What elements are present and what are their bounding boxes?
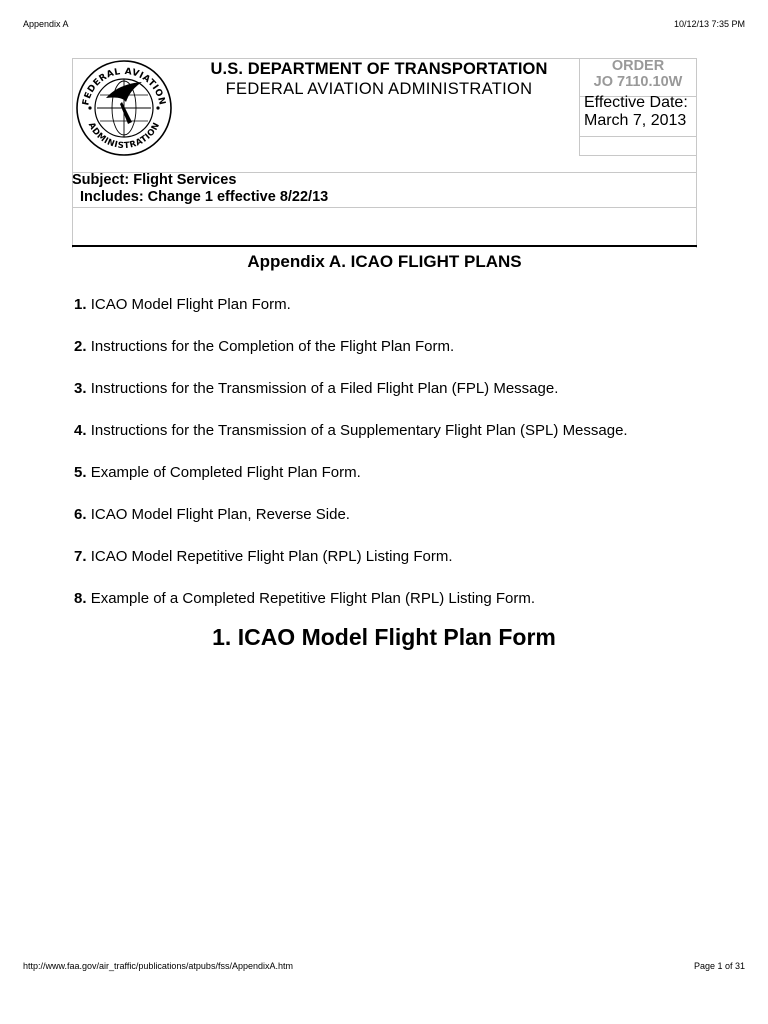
order-box (579, 58, 697, 156)
toc-list (74, 296, 734, 632)
toc-item-number: 6. (74, 506, 87, 523)
toc-item-text: ICAO Model Flight Plan Form. (90, 296, 291, 313)
toc-item (74, 506, 734, 548)
subject-block (72, 172, 328, 206)
department-name: U.S. DEPARTMENT OF TRANSPORTATION (210, 60, 548, 78)
svg-text:ADMINISTRATION: ADMINISTRATION (85, 120, 163, 152)
header-bottom-rule (72, 245, 697, 247)
order-label: ORDER (611, 58, 665, 74)
print-footer-page-number: Page 1 of 31 (693, 961, 745, 971)
order-number: JO 7110.10W (593, 74, 683, 90)
print-footer (23, 961, 745, 975)
subject-line: Subject: Flight Services (72, 172, 237, 188)
section-heading: 1. ICAO Model Flight Plan Form (212, 624, 556, 650)
toc-item-number: 1. (74, 296, 87, 313)
toc-item-text: Instructions for the Transmission of a Filed Flight Plan (FPL) Message. (90, 380, 559, 397)
administration-name: FEDERAL AVIATION ADMINISTRATION (225, 80, 533, 98)
toc-item (74, 464, 734, 506)
department-block (178, 58, 580, 99)
svg-text:FEDERAL AVIATION: FEDERAL AVIATION (81, 66, 167, 107)
toc-item (74, 380, 734, 422)
toc-item-number: 5. (74, 464, 87, 481)
effective-date-block (584, 94, 697, 130)
print-header-datetime: 10/12/13 7:35 PM (673, 19, 745, 29)
toc-item (74, 338, 734, 380)
toc-item (74, 548, 734, 590)
toc-item (74, 422, 734, 464)
toc-item-number: 3. (74, 380, 87, 397)
appendix-title: Appendix A. ICAO FLIGHT PLANS (247, 252, 522, 271)
toc-item (74, 296, 734, 338)
header-row-divider-2 (72, 207, 697, 208)
toc-item-text: Instructions for the Transmission of a Supplementary Flight Plan (SPL) Message. (90, 422, 628, 439)
toc-item-text: Example of Completed Flight Plan Form. (90, 464, 361, 481)
toc-item-text: ICAO Model Repetitive Flight Plan (RPL) Listing Form. (90, 548, 453, 565)
toc-item-number: 8. (74, 590, 87, 607)
faa-seal-logo (72, 58, 176, 158)
print-header (23, 19, 745, 33)
document-header (72, 58, 697, 248)
toc-item-number: 7. (74, 548, 87, 565)
includes-line: Includes: Change 1 effective 8/22/13 (80, 189, 329, 205)
effective-date-value: March 7, 2013 (584, 112, 687, 129)
effective-date-label: Effective Date: (584, 94, 688, 111)
print-footer-url[interactable]: http://www.faa.gov/air_traffic/publications/atpubs/fss/AppendixA.htm (23, 961, 293, 971)
toc-item-number: 4. (74, 422, 87, 439)
toc-item-text: Example of a Completed Repetitive Flight Plan (RPL) Listing Form. (90, 590, 536, 607)
toc-item-text: Instructions for the Completion of the Flight Plan Form. (90, 338, 455, 355)
toc-item-text: ICAO Model Flight Plan, Reverse Side. (90, 506, 350, 523)
toc-item-number: 2. (74, 338, 87, 355)
print-header-title: Appendix A (23, 19, 69, 29)
